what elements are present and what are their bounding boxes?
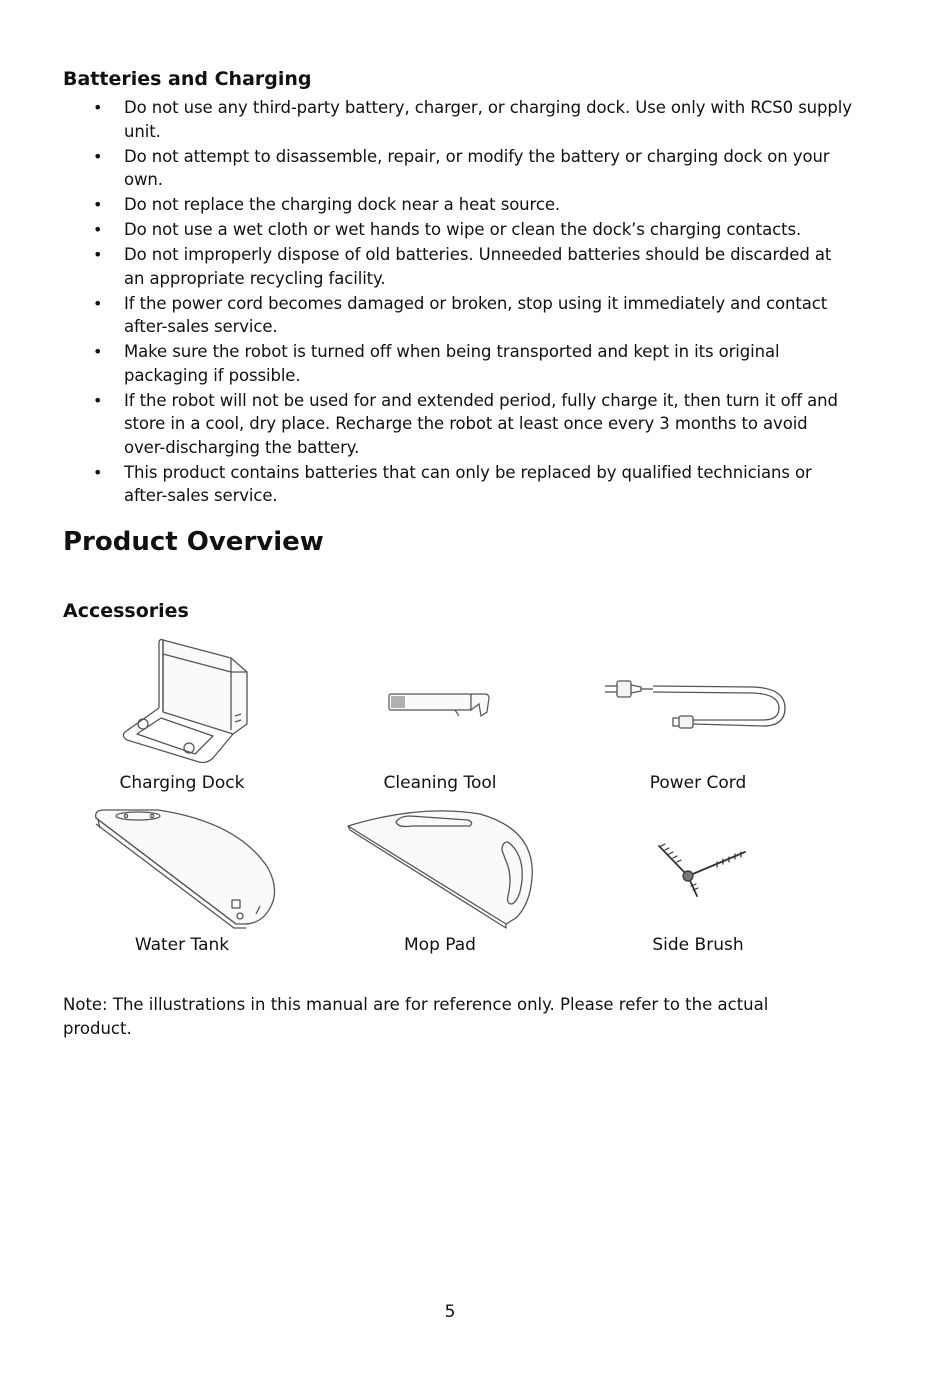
bullet-icon: • (93, 293, 103, 313)
bullet-icon: • (93, 220, 103, 239)
section-heading-product-overview: Product Overview (63, 527, 324, 557)
bullet-icon: • (93, 462, 103, 482)
bullet-icon: • (93, 195, 103, 214)
list-item-text: Do not use a wet cloth or wet hands to wipe or clean the dock’s charging contacts. (124, 220, 802, 239)
caption-cleaning-tool: Cleaning Tool (383, 773, 497, 793)
bullet-icon: • (93, 390, 103, 410)
list-item-text: Do not use any third-party battery, charger, or charging dock. Use only with RCS0 supply unit. (124, 98, 852, 141)
reference-note: Note: The illustrations in this manual are for reference only. Please refer to the actual product. (63, 995, 769, 1038)
water-tank-illustration (88, 802, 280, 930)
list-item (63, 461, 853, 508)
list-item (63, 218, 853, 242)
bullet-icon: • (93, 245, 103, 264)
list-item (63, 292, 853, 339)
list-item (63, 340, 853, 387)
list-item-text: If the power cord becomes damaged or broken, stop using it immediately and contact after-sales service. (124, 293, 828, 336)
charging-dock-illustration (115, 632, 255, 764)
list-item-text: This product contains batteries that can only be replaced by qualified technicians or after-sales service. (124, 462, 812, 505)
section-heading-batteries: Batteries and Charging (63, 68, 312, 90)
caption-side-brush: Side Brush (652, 935, 744, 955)
caption-charging-dock: Charging Dock (119, 773, 245, 793)
page-number: 5 (444, 1302, 456, 1322)
list-item-text: Make sure the robot is turned off when being transported and kept in its original packaging if possible. (124, 342, 780, 385)
list-item-text: Do not improperly dispose of old batteries. Unneeded batteries should be discarded at an appropriate recycling facility. (124, 245, 832, 288)
list-item (63, 243, 853, 290)
list-item (63, 193, 853, 217)
mop-pad-illustration (340, 800, 540, 930)
subheading-accessories: Accessories (63, 600, 189, 622)
list-item (63, 389, 853, 460)
caption-water-tank: Water Tank (134, 935, 230, 955)
bullet-icon: • (93, 342, 103, 361)
caption-mop-pad: Mop Pad (404, 935, 476, 955)
batteries-bullet-list (63, 96, 853, 509)
list-item (63, 145, 853, 192)
bullet-icon: • (93, 146, 103, 166)
power-cord-illustration (603, 668, 793, 744)
side-brush-illustration (655, 840, 750, 900)
list-item-text: Do not attempt to disassemble, repair, or modify the battery or charging dock on your own. (124, 146, 830, 189)
cleaning-tool-illustration (385, 690, 495, 728)
list-item-text: Do not replace the charging dock near a heat source. (124, 195, 561, 214)
list-item (63, 96, 853, 143)
list-item-text: If the robot will not be used for and extended period, fully charge it, then turn it off and store in a cool, dry place. Recharge the robot at least once every 3 months to avoid over-discharging the battery. (124, 390, 838, 457)
caption-power-cord: Power Cord (649, 773, 747, 793)
bullet-icon: • (93, 98, 103, 117)
